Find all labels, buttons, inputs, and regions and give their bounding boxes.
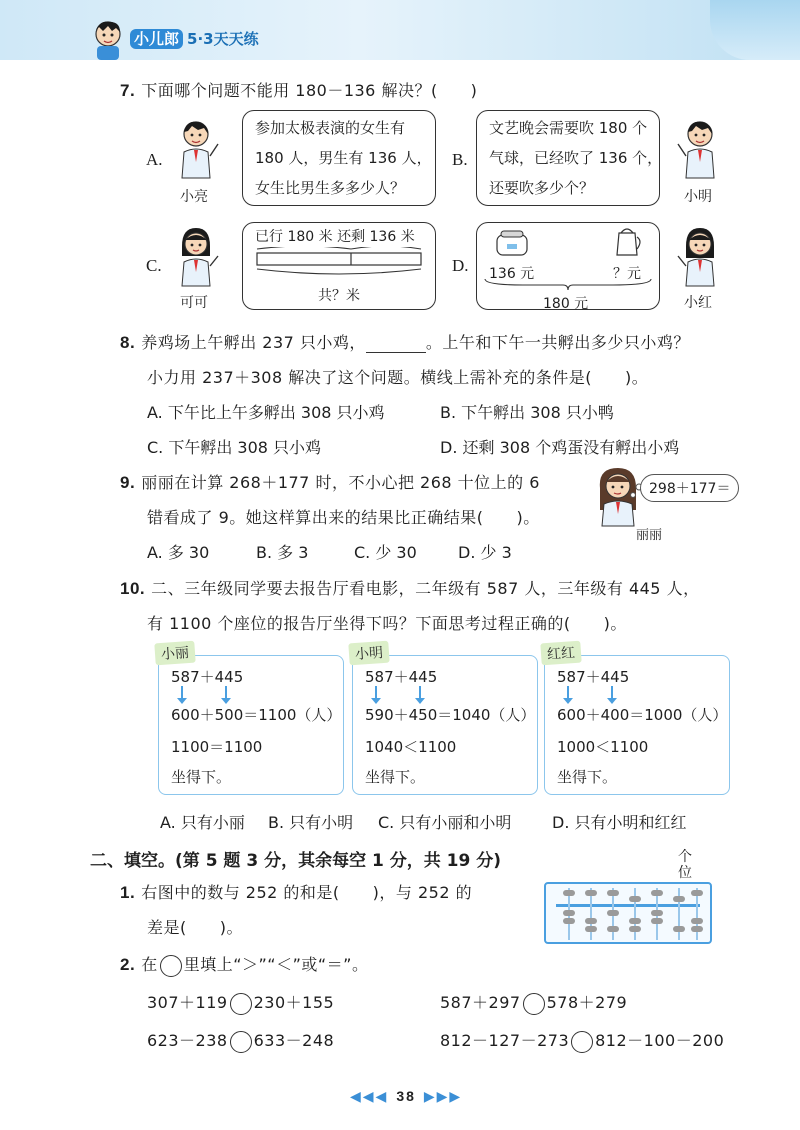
method-honghong-line-4: 坐得下。 bbox=[557, 768, 618, 786]
q8-line-1a: 养鸡场上午孵出 237 只小鸡， bbox=[141, 333, 366, 352]
q10-line-2: 有 1100 个座位的报告厅坐得下吗？下面思考过程正确的( )。 bbox=[147, 614, 627, 633]
price-kettle: ？元 bbox=[613, 266, 641, 282]
q9-choice-a[interactable]: A. 多 30 bbox=[147, 543, 210, 562]
compare-expr-2 bbox=[440, 990, 627, 1015]
expr-3-right: 633－248 bbox=[253, 1031, 335, 1050]
s2-q2-text-after: 里填上“＞”“＜”或“＝”。 bbox=[183, 955, 369, 974]
speech-bubble-b bbox=[476, 110, 663, 206]
abacus-bead bbox=[563, 918, 575, 924]
abacus-figure bbox=[544, 882, 712, 944]
page-number: 38 bbox=[396, 1088, 416, 1104]
diagram-box-c bbox=[242, 222, 436, 310]
method-tag-honghong: 红红 bbox=[540, 641, 581, 666]
abacus-bead bbox=[629, 896, 641, 902]
compare-circle-2[interactable] bbox=[523, 993, 545, 1015]
brand-title bbox=[130, 28, 259, 49]
s2-q2-number: 2. bbox=[120, 955, 136, 974]
speech-bubble-a bbox=[242, 110, 436, 206]
arrow-down-icon bbox=[567, 686, 569, 700]
abacus-bead bbox=[691, 926, 703, 932]
girl-keke-icon bbox=[174, 226, 220, 288]
expr-2-right: 578＋279 bbox=[546, 993, 628, 1012]
method-card-xiaoli bbox=[158, 645, 344, 795]
abacus-bead bbox=[651, 910, 663, 916]
abacus-bead bbox=[691, 890, 703, 896]
abacus-bead bbox=[651, 890, 663, 896]
method-card-honghong bbox=[544, 645, 730, 795]
q10-choice-b[interactable]: B. 只有小明 bbox=[268, 813, 354, 832]
total-text-c: 共？米 bbox=[318, 288, 360, 304]
q9-line-2: 错看成了 9。她这样算出来的结果比正确结果( )。 bbox=[147, 508, 540, 527]
q10-number: 10. bbox=[120, 579, 146, 598]
q7-option-c-label: C. bbox=[146, 256, 162, 275]
q8-line-1b: 。上午和下午一共孵出多少只小鸡？ bbox=[425, 333, 690, 352]
total-text-d: 180 元 bbox=[543, 296, 589, 312]
s2-q1-line-1 bbox=[120, 880, 472, 903]
abacus-bead bbox=[607, 910, 619, 916]
expr-4-right: 812－100－200 bbox=[595, 1031, 725, 1050]
compare-expr-1 bbox=[147, 990, 334, 1015]
q10-line-1-text: 二、三年级同学要去报告厅看电影，二年级有 587 人，三年级有 445 人， bbox=[151, 579, 700, 598]
q9-choice-b[interactable]: B. 多 3 bbox=[256, 543, 309, 562]
section-2-title: 二、填空。(第 5 题 3 分，其余每空 1 分，共 19 分) bbox=[90, 851, 502, 871]
mascot-boy-icon bbox=[88, 18, 128, 62]
abacus-bead bbox=[691, 918, 703, 924]
kid-name-keke: 可可 bbox=[180, 295, 208, 311]
q8-choice-d[interactable]: D. 还剩 308 个鸡蛋没有孵出小鸡 bbox=[440, 438, 680, 457]
kid-name-lili: 丽丽 bbox=[636, 528, 663, 543]
kettle-icon bbox=[613, 225, 643, 257]
q8-blank-line[interactable] bbox=[366, 337, 426, 353]
bubble-a-line-2: 180 人，男生有 136 人， bbox=[255, 149, 432, 167]
abacus-bead bbox=[651, 918, 663, 924]
q10-choice-d[interactable]: D. 只有小明和红红 bbox=[552, 813, 687, 832]
q8-line-2: 小力用 237＋308 解决了这个问题。横线上需补充的条件是( )。 bbox=[147, 368, 649, 387]
brand-left: 小儿郎 bbox=[130, 29, 183, 49]
boy-xiaoliang-icon bbox=[174, 118, 220, 180]
abacus-bead bbox=[673, 896, 685, 902]
compare-circle-example bbox=[160, 955, 182, 977]
abacus-bead bbox=[629, 918, 641, 924]
abacus-bead bbox=[563, 890, 575, 896]
kid-name-xiaoming: 小明 bbox=[684, 189, 712, 205]
bubble-a-line-3: 女生比男生多多少人？ bbox=[255, 179, 406, 197]
abacus-bead bbox=[585, 890, 597, 896]
method-xiaoming-line-1: 587＋445 bbox=[365, 668, 438, 686]
boy-xiaoming-icon bbox=[676, 118, 722, 180]
bubble-b-line-3: 还要吹多少个？ bbox=[489, 179, 595, 197]
compare-circle-3[interactable] bbox=[230, 1031, 252, 1053]
q9-choice-d[interactable]: D. 少 3 bbox=[458, 543, 512, 562]
arrow-down-icon bbox=[611, 686, 613, 700]
brand-right: 5·3天天练 bbox=[187, 30, 259, 48]
q7-option-b-label: B. bbox=[452, 150, 468, 169]
diagram-box-d bbox=[476, 222, 660, 310]
method-xiaoming-line-4: 坐得下。 bbox=[365, 768, 426, 786]
q7-text: 下面哪个问题不能用 180－136 解决？( ) bbox=[141, 81, 478, 100]
method-honghong-line-1: 587＋445 bbox=[557, 668, 630, 686]
compare-circle-4[interactable] bbox=[571, 1031, 593, 1053]
q9-number: 9. bbox=[120, 473, 136, 492]
q8-number: 8. bbox=[120, 333, 136, 352]
page-footer bbox=[350, 1088, 462, 1105]
q7-option-d-label: D. bbox=[452, 256, 469, 275]
method-xiaoli-line-1: 587＋445 bbox=[171, 668, 244, 686]
abacus-bead bbox=[673, 926, 685, 932]
bubble-a-line-1: 参加太极表演的女生有 bbox=[255, 119, 406, 137]
expr-1-left: 307＋119 bbox=[147, 993, 228, 1012]
method-xiaoli-line-4: 坐得下。 bbox=[171, 768, 232, 786]
method-tag-xiaoli: 小丽 bbox=[154, 641, 195, 666]
q10-line-1 bbox=[120, 576, 700, 599]
method-card-xiaoming bbox=[352, 645, 538, 795]
bubble-b-line-2: 气球，已经吹了 136 个， bbox=[489, 149, 663, 167]
expr-2-left: 587＋297 bbox=[440, 993, 521, 1012]
method-xiaoming-line-3: 1040＜1100 bbox=[365, 738, 457, 756]
method-honghong-line-3: 1000＜1100 bbox=[557, 738, 649, 756]
segment-diagram-c bbox=[255, 247, 425, 277]
compare-circle-1[interactable] bbox=[230, 993, 252, 1015]
expr-3-left: 623－238 bbox=[147, 1031, 228, 1050]
thought-bubble: 298＋177＝ bbox=[640, 474, 739, 502]
q8-choice-b[interactable]: B. 下午孵出 308 只小鸭 bbox=[440, 403, 614, 422]
q8-line-1 bbox=[120, 330, 690, 353]
s2-q2-text-before: 在 bbox=[141, 955, 158, 974]
q7-stem bbox=[120, 78, 477, 101]
expr-1-right: 230＋155 bbox=[253, 993, 335, 1012]
arrow-down-icon bbox=[419, 686, 421, 700]
abacus-bead bbox=[607, 890, 619, 896]
expr-4-left: 812－127－273 bbox=[440, 1031, 570, 1050]
arrow-down-icon bbox=[225, 686, 227, 700]
q9-line-1-text: 丽丽在计算 268＋177 时，不小心把 268 十位上的 6 bbox=[141, 473, 540, 492]
abacus-label-top: 个 bbox=[678, 849, 692, 865]
method-xiaoli-line-3: 1100＝1100 bbox=[171, 738, 263, 756]
abacus-bead bbox=[585, 918, 597, 924]
q7-option-a-label: A. bbox=[146, 150, 163, 169]
q10-choice-a[interactable]: A. 只有小丽 bbox=[160, 813, 245, 832]
bubble-b-line-1: 文艺晚会需要吹 180 个 bbox=[489, 119, 648, 137]
arrow-down-icon bbox=[181, 686, 183, 700]
price-cooker: 136 元 bbox=[489, 266, 535, 282]
q8-choice-a[interactable]: A. 下午比上午多孵出 308 只小鸡 bbox=[147, 403, 385, 422]
girl-xiaohong-icon bbox=[676, 226, 722, 288]
s2-q2-stem bbox=[120, 952, 368, 977]
compare-expr-3 bbox=[147, 1028, 334, 1053]
compare-expr-4 bbox=[440, 1028, 724, 1053]
s2-q1-line-2: 差是( )。 bbox=[147, 918, 243, 937]
rice-cooker-icon bbox=[495, 229, 529, 257]
q8-choice-c[interactable]: C. 下午孵出 308 只小鸡 bbox=[147, 438, 322, 457]
abacus-label-bottom: 位 bbox=[678, 865, 692, 881]
q9-line-1 bbox=[120, 470, 540, 493]
method-xiaoming-line-2: 590＋450＝1040（人） bbox=[365, 706, 536, 724]
abacus-bead bbox=[585, 926, 597, 932]
q9-choice-c[interactable]: C. 少 30 bbox=[354, 543, 417, 562]
footer-left-arrows: ◀◀◀ bbox=[350, 1089, 389, 1105]
abacus-bead bbox=[629, 926, 641, 932]
arrow-down-icon bbox=[375, 686, 377, 700]
kid-name-xiaoliang: 小亮 bbox=[180, 189, 208, 205]
method-xiaoli-line-2: 600＋500＝1100（人） bbox=[171, 706, 342, 724]
footer-right-arrows: ▶▶▶ bbox=[423, 1089, 463, 1105]
abacus-bead bbox=[607, 926, 619, 932]
kid-name-xiaohong: 小红 bbox=[684, 295, 712, 311]
abacus-bead bbox=[563, 910, 575, 916]
q10-choice-c[interactable]: C. 只有小丽和小明 bbox=[378, 813, 512, 832]
q7-number: 7. bbox=[120, 81, 136, 100]
s2-q1-line-1-text: 右图中的数与 252 的和是( )，与 252 的 bbox=[141, 883, 473, 902]
method-tag-xiaoming: 小明 bbox=[348, 641, 389, 666]
method-honghong-line-2: 600＋400＝1000（人） bbox=[557, 706, 728, 724]
distance-text-c: 已行 180 米 还剩 136 米 bbox=[255, 229, 415, 245]
s2-q1-number: 1. bbox=[120, 883, 136, 902]
